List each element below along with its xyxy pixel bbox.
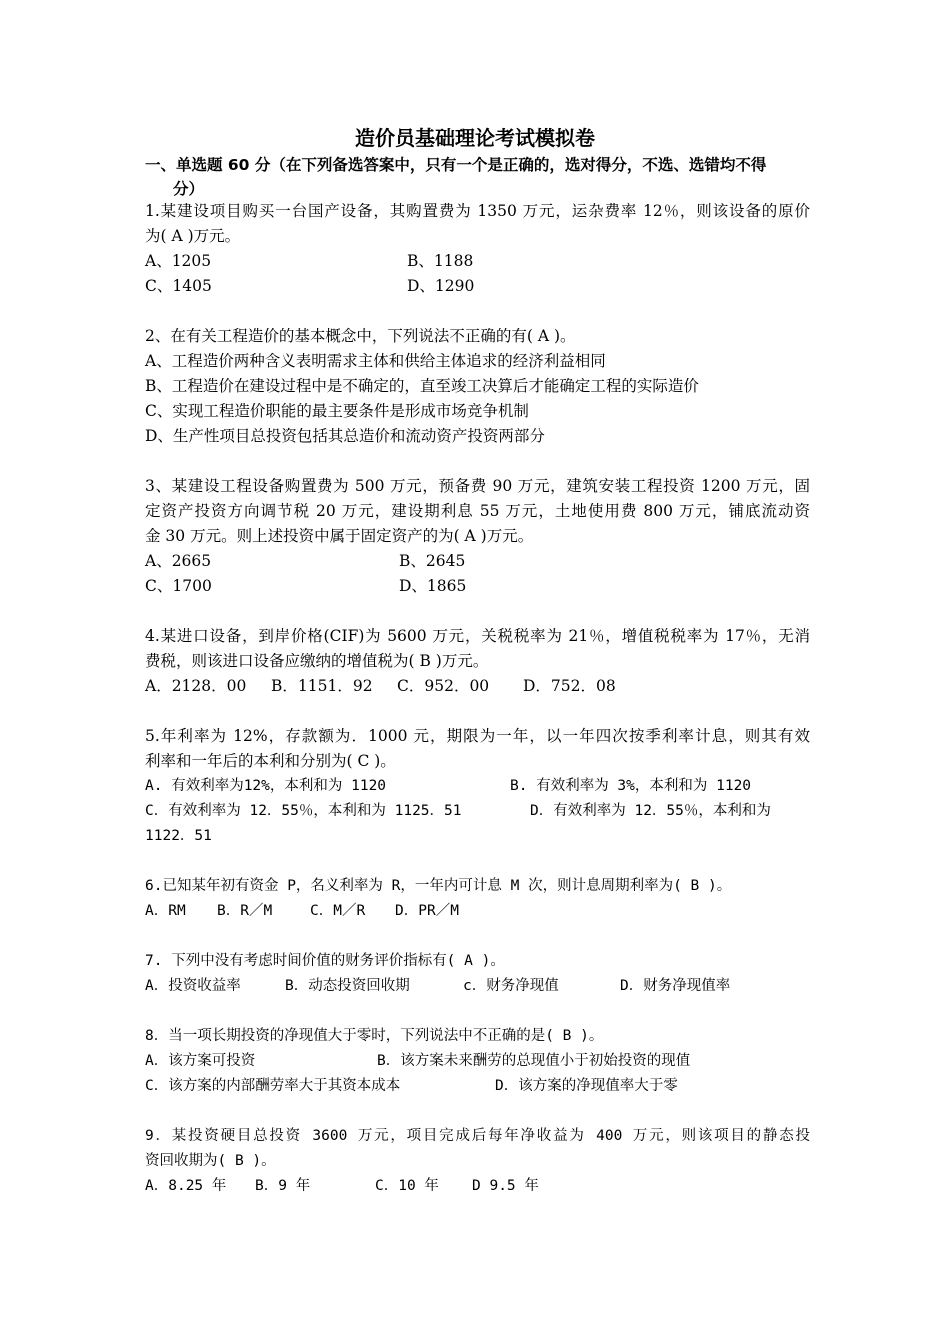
option-row [145, 1049, 810, 1074]
question-stem: 4.某进口设备，到岸价格(CIF)为 5600 万元，关税税率为 21％，增值税税率为 17％，无消 [145, 627, 810, 645]
option-b: B. 有效利率为 3%，本利和为 1120 [510, 778, 752, 794]
option-d: D．752．08 [523, 677, 616, 695]
option-a: A．该方案可投资 [145, 1053, 256, 1069]
option-b: B．动态投资回收期 [285, 978, 410, 994]
option-row [145, 574, 810, 599]
option-row [145, 674, 810, 699]
option-a: A．投资收益率 [145, 978, 241, 994]
option-c: C．该方案的内部酬劳率大于其资本成本 [145, 1078, 401, 1094]
option-d-continued: 1122．51 [145, 828, 212, 844]
option-c: C．952．00 [397, 677, 490, 695]
question-2 [145, 324, 810, 449]
question-stem: 6.已知某年初有资金 P，名义利率为 R，一年内可计息 M 次，则计息周期利率为( B )。 [145, 878, 732, 894]
option-b: B．R／M [217, 903, 273, 919]
question-5 [145, 724, 810, 849]
option-c: C、1700 [145, 577, 212, 595]
question-8 [145, 1024, 810, 1099]
option-row [145, 899, 810, 924]
question-list [145, 199, 810, 1199]
question-stem: 为( A )万元。 [145, 227, 241, 245]
option-row [145, 549, 810, 574]
question-stem: 3、某建设工程设备购置费为 500 万元，预备费 90 万元，建筑安装工程投资 1200 万元，固 [145, 477, 810, 495]
option-row [145, 799, 810, 824]
option-b: B、2645 [399, 552, 466, 570]
section-heading-line2: 分） [173, 180, 205, 198]
page-title: 造价员基础理论考试模拟卷 [355, 126, 595, 150]
option-c: C．10 年 [375, 1178, 439, 1194]
option-d: D．有效利率为 12．55％，本利和为 [530, 803, 771, 819]
question-stem: 1.某建设项目购买一台国产设备，其购置费为 1350 万元，运杂费率 12％，则该设备的原价 [145, 202, 810, 220]
question-stem: 7. 下列中没有考虑时间价值的财务评价指标有( A )。 [145, 953, 505, 969]
question-3 [145, 474, 810, 599]
question-stem: 资回收期为( B )。 [145, 1153, 276, 1169]
option-b: B、工程造价在建设过程中是不确定的，直至竣工决算后才能确定工程的实际造价 [145, 377, 699, 395]
question-stem: 利率和一年后的本利和分别为( C )。 [145, 752, 396, 770]
option-c: C．M／R [310, 903, 366, 919]
question-1 [145, 199, 810, 299]
option-a: A．RM [145, 903, 186, 919]
option-d: D．PR／M [395, 903, 459, 919]
question-stem: 2、在有关工程造价的基本概念中，下列说法不正确的有( A )。 [145, 327, 576, 345]
option-row [145, 249, 810, 274]
option-d: D 9.5 年 [472, 1178, 539, 1194]
option-d: D、生产性项目总投资包括其总造价和流动资产投资两部分 [145, 427, 545, 445]
option-b: B、1188 [407, 252, 474, 270]
option-a: A. 有效利率为12%，本利和为 1120 [145, 778, 387, 794]
question-7 [145, 949, 810, 999]
question-4 [145, 624, 810, 699]
option-a: A、2665 [145, 552, 212, 570]
option-a: A．2128．00 [145, 677, 247, 695]
option-a: A．8.25 年 [145, 1178, 227, 1194]
option-c: C、1405 [145, 277, 212, 295]
option-row [145, 774, 810, 799]
question-stem: 费税，则该进口设备应缴纳的增值税为( B )万元。 [145, 652, 489, 670]
section-heading-line1: 一、单选题 60 分（在下列备选答案中，只有一个是正确的，选对得分，不选、选错均不得 [145, 156, 767, 174]
question-stem: 9．某投资硬目总投资 3600 万元，项目完成后每年净收益为 400 万元，则该项目的静态投 [145, 1128, 810, 1144]
option-a: A、1205 [145, 252, 212, 270]
option-c: C、实现工程造价职能的最主要条件是形成市场竞争机制 [145, 402, 529, 420]
section-heading [145, 153, 810, 201]
option-b: B．该方案未来酬劳的总现值小于初始投资的现值 [377, 1053, 691, 1069]
question-stem: 定资产投资方向调节税 20 万元，建设期利息 55 万元，土地使用费 800 万元，铺底流动资 [145, 502, 810, 520]
question-9 [145, 1124, 810, 1199]
option-row [145, 974, 810, 999]
option-c: C．有效利率为 12．55％，本利和为 1125．51 [145, 803, 462, 819]
option-d: D．财务净现值率 [620, 978, 731, 994]
option-b: B．9 年 [255, 1178, 311, 1194]
option-d: D、1290 [407, 277, 475, 295]
option-a: A、工程造价两种含义表明需求主体和供给主体追求的经济利益相同 [145, 352, 606, 370]
option-d: D、1865 [399, 577, 467, 595]
option-b: B．1151．92 [271, 677, 373, 695]
option-c: c．财务净现值 [463, 978, 559, 994]
question-stem: 5.年利率为 12%，存款额为．1000 元，期限为一年，以一年四次按季利率计息，则其有效 [145, 727, 810, 745]
option-row [145, 1174, 810, 1199]
question-stem: 8．当一项长期投资的净现值大于零时，下列说法中不正确的是( B )。 [145, 1028, 604, 1044]
option-row [145, 274, 810, 299]
question-stem: 金 30 万元。则上述投资中属于固定资产的为( A )万元。 [145, 527, 534, 545]
question-6 [145, 874, 810, 924]
option-row [145, 1074, 810, 1099]
option-d: D．该方案的净现值率大于零 [495, 1078, 678, 1094]
